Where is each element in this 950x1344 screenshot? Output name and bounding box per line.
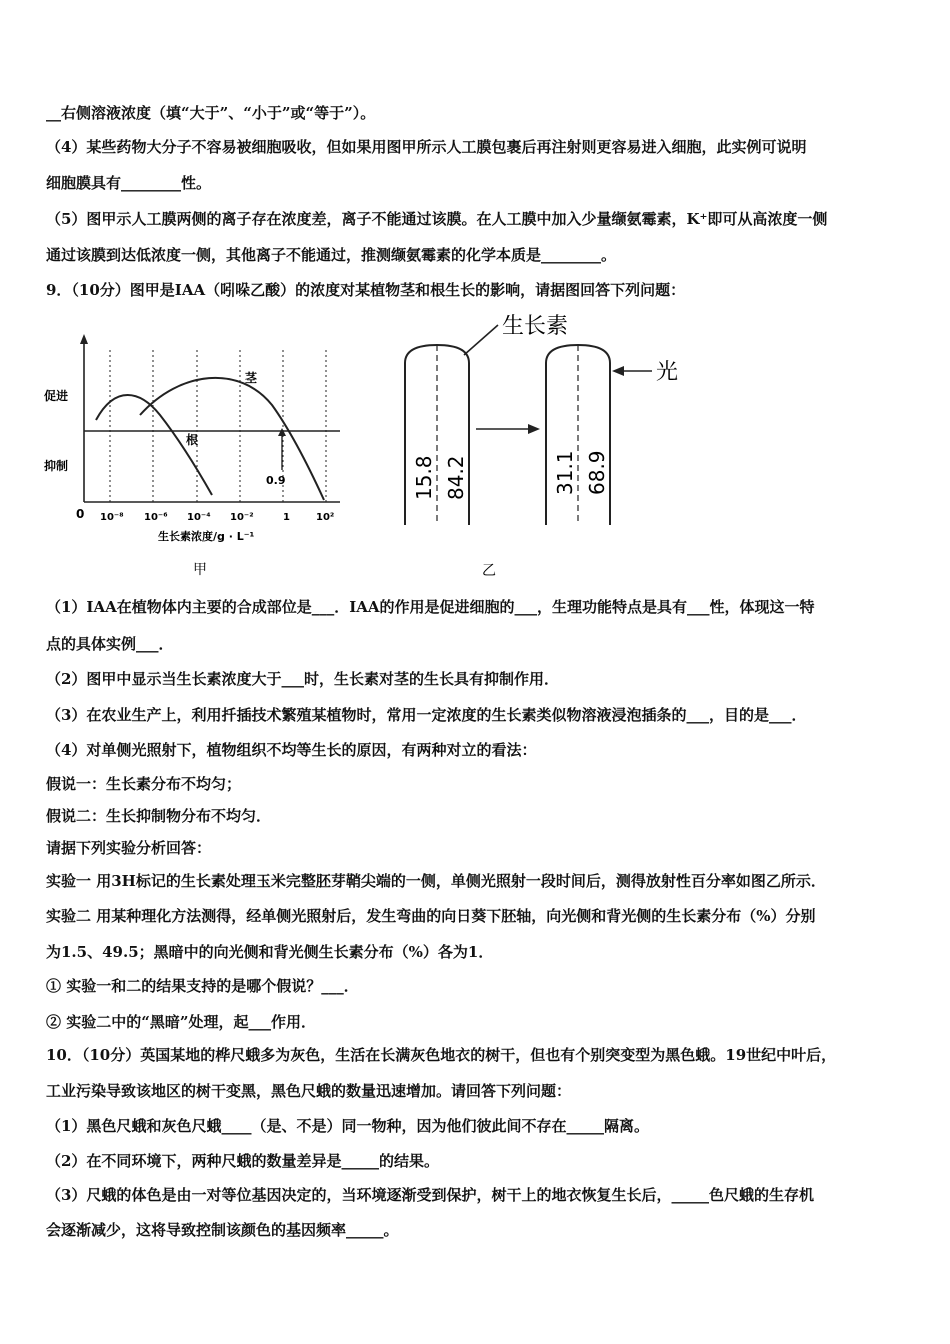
figure-caption: 甲 [193,562,207,578]
text-line-25: 会逐渐减少，这将导致控制该颜色的基因频率_____。 [46,1221,399,1239]
right-value-light: 68.9 [585,450,609,495]
transfer-arrow-head [528,424,540,434]
text-line-1: __右侧溶液浓度（填“大于”、“小于”或“等于”）。 [46,104,376,122]
figure-caption: 乙 [482,563,496,579]
text-line-21: 工业污染导致该地区的树干变黑，黑色尺蛾的数量迅速增加。请回答下列问题： [46,1082,572,1100]
text-line-13: 假说二：生长抑制物分布不均匀． [46,807,272,825]
threshold-label: 0.9 [266,474,286,487]
text-line-18: ① 实验一和二的结果支持的是哪个假说？___． [46,977,359,995]
text-line-17: 为1.5、49.5；黑暗中的向光侧和背光侧生长素分布（%）各为1． [46,943,494,961]
text-line-12: 假说一：生长素分布不均匀； [46,775,242,793]
x-axis-label: 生长素浓度/g · L⁻¹ [158,530,255,543]
left-value-light: 15.8 [412,455,436,500]
x-tick-label: 1 [283,512,290,523]
x-tick-label: 10⁻² [230,512,254,523]
text-line-4: （5）图甲示人工膜两侧的离子存在浓度差，离子不能通过该膜。在人工膜中加入少量缬氨霉素，K⁺即可从高浓度一侧 [46,210,828,228]
origin-label: 0 [76,507,85,521]
text-line-10: （3）在农业生产上，利用扦插技术繁殖某植物时，常用一定浓度的生长素类似物溶液浸泡插条的___，目的是___． [46,706,807,724]
text-line-16: 实验二 用某种理化方法测得，经单侧光照射后，发生弯曲的向日葵下胚轴，向光侧和背光侧的生长素分布（%）分别 [46,907,816,925]
stem-curve [140,378,324,500]
text-line-7: （1）IAA在植物体内主要的合成部位是___．IAA的作用是促进细胞的___，生理功能特点是具有___性，体现这一特 [46,598,815,616]
stem-label: 茎 [245,371,258,385]
text-line-15: 实验一 用3H标记的生长素处理玉米完整胚芽鞘尖端的一侧，单侧光照射一段时间后，测得放射性百分率如图乙所示． [46,872,826,890]
y-label-promote: 促进 [44,389,69,403]
left-value-shade: 84.2 [444,455,468,500]
text-line-23: （2）在不同环境下，两种尺蛾的数量差异是_____的结果。 [46,1152,439,1170]
question-10-stem: 10．（10分）英国某地的桦尺蛾多为灰色，生活在长满灰色地衣的树干，但也有个别突变型为黑色蛾。19世纪中叶后， [46,1046,837,1064]
text-line-5: 通过该膜到达低浓度一侧，其他离子不能通过，推测缬氨霉素的化学本质是________。 [46,246,617,264]
figure-yi-diagram [390,305,700,585]
question-9-stem: 9．（10分）图甲是IAA（吲哚乙酸）的浓度对某植物茎和根生长的影响，请据图回答下列问题： [46,281,686,299]
auxin-label: 生长素 [502,314,569,339]
text-line-9: （2）图甲中显示当生长素浓度大于___时，生长素对茎的生长具有抑制作用． [46,670,559,688]
text-line-11: （4）对单侧光照射下，植物组织不均等生长的原因，有两种对立的看法： [46,741,537,759]
x-tick-label: 10⁻⁸ [100,512,124,523]
x-tick-label: 10² [316,512,335,523]
root-label: 根 [186,433,199,447]
y-label-inhibit: 抑制 [44,459,69,473]
text-line-19: ② 实验二中的“黑暗”处理，起___作用． [46,1013,316,1031]
text-line-3: 细胞膜具有________性。 [46,174,212,192]
text-line-8: 点的具体实例___． [46,635,174,653]
text-line-14: 请据下列实验分析回答： [46,839,212,857]
threshold-arrow [278,428,286,436]
text-line-22: （1）黑色尺蛾和灰色尺蛾____（是、不是）同一物种，因为他们彼此间不存在_____隔离。 [46,1117,649,1135]
light-label: 光 [656,360,679,385]
right-value-shade: 31.1 [553,450,577,495]
auxin-pointer [464,325,498,355]
x-tick-label: 10⁻⁴ [187,512,211,523]
x-tick-label: 10⁻⁶ [144,512,168,523]
y-axis-arrow [80,334,88,344]
text-line-24: （3）尺蛾的体色是由一对等位基因决定的，当环境逐渐受到保护，树干上的地衣恢复生长后，_____色尺蛾的生存机 [46,1186,814,1204]
figure-jia-chart [40,330,350,580]
light-arrow-head [612,366,624,376]
text-line-2: （4）某些药物大分子不容易被细胞吸收，但如果用图甲所示人工膜包裹后再注射则更容易进入细胞，此实例可说明 [46,138,807,156]
